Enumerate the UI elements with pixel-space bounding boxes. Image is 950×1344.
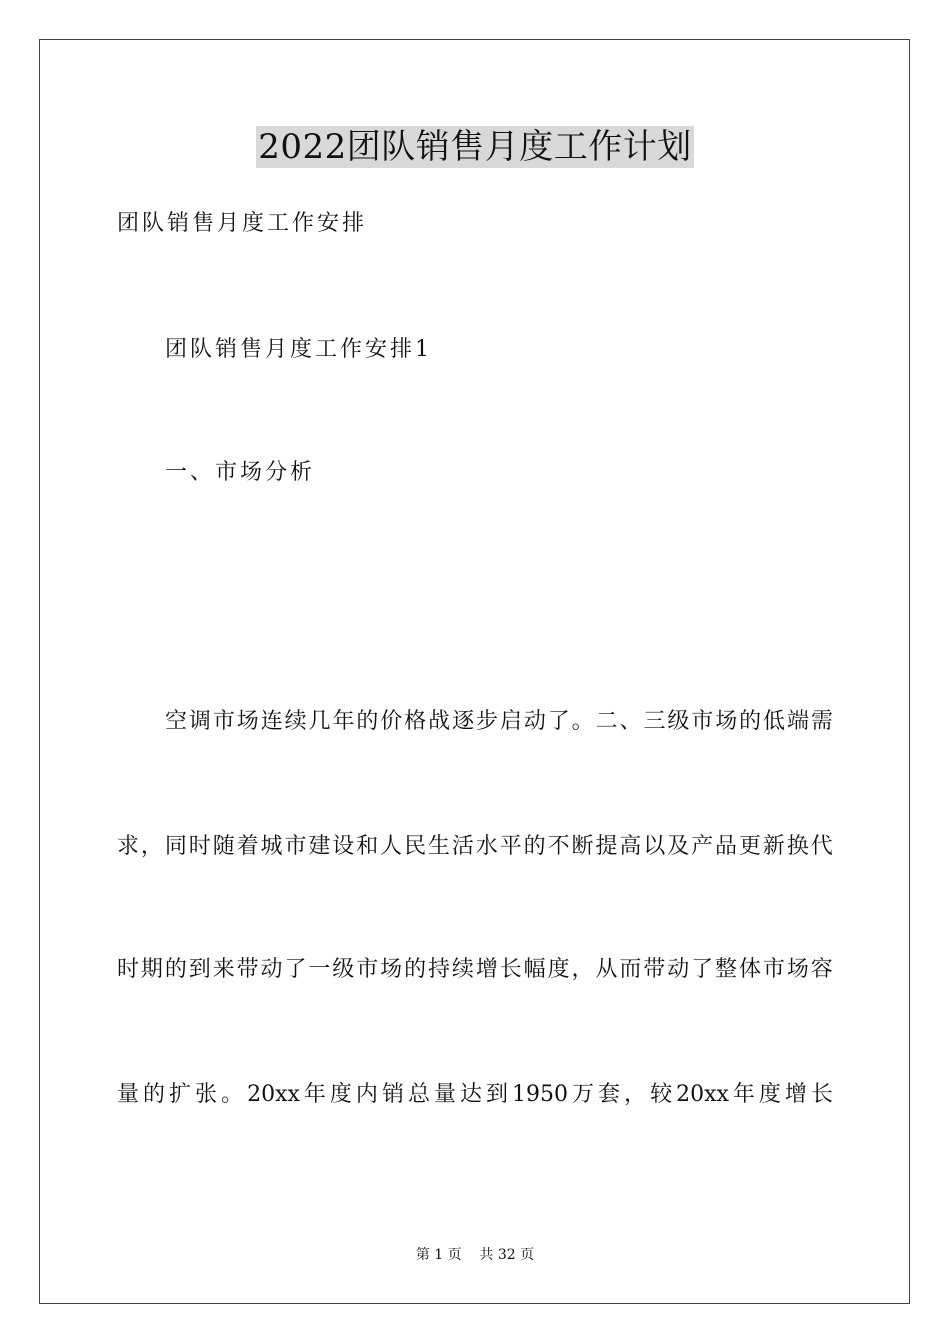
paragraph-glyph: 内: [355, 1082, 378, 1107]
paragraph-glyph: 带: [236, 957, 259, 982]
paragraph-glyph: 了: [691, 957, 714, 982]
paragraph-glyph: 断: [571, 834, 594, 859]
paragraph-glyph: 战: [428, 709, 451, 734]
paragraph-glyph: 换: [786, 834, 809, 859]
paragraph-glyph: 了: [547, 709, 570, 734]
paragraph-glyph: ，: [624, 1082, 647, 1107]
paragraph-glyph: 时: [188, 834, 211, 859]
paragraph-glyph: 量: [433, 1082, 456, 1107]
paragraph-glyph: 启: [499, 709, 522, 734]
paragraph-glyph: 张: [195, 1082, 218, 1107]
paragraph-glyph: 步: [475, 709, 498, 734]
paragraph-line: [117, 955, 833, 985]
paragraph-glyph: 的: [404, 957, 427, 982]
paragraph-glyph: 度: [758, 1082, 781, 1107]
paragraph-glyph: 一: [308, 957, 331, 982]
paragraph-glyph: 同: [164, 834, 187, 859]
paragraph-glyph: 较: [650, 1082, 673, 1107]
paragraph-glyph: 达: [459, 1082, 482, 1107]
paragraph-glyph: 连: [260, 709, 283, 734]
document-subtitle: 团队销售月度工作安排: [117, 211, 368, 236]
paragraph-glyph: 人: [380, 834, 403, 859]
paragraph-glyph: 了: [284, 957, 307, 982]
paragraph-glyph: ，: [571, 957, 594, 982]
paragraph-glyph: 度: [547, 957, 570, 982]
paragraph-glyph: 新: [762, 834, 785, 859]
paragraph-glyph: 的: [356, 709, 379, 734]
paragraph-line: [117, 832, 833, 862]
paragraph-glyph: 套: [598, 1082, 621, 1107]
paragraph-glyph: 带: [643, 957, 666, 982]
paragraph-glyph: 总: [407, 1082, 430, 1107]
paragraph-glyph: 场: [786, 957, 809, 982]
paragraph-glyph: 20xx: [247, 1082, 300, 1107]
paragraph-glyph: 场: [715, 709, 738, 734]
paragraph-glyph: 持: [427, 957, 450, 982]
paragraph-glyph: 量: [117, 1082, 140, 1107]
paragraph-glyph: 和: [356, 834, 379, 859]
page-footer: 第 1 页 共 32 页: [415, 1247, 535, 1263]
paragraph-glyph: 度: [329, 1082, 352, 1107]
paragraph-glyph: 时: [117, 957, 140, 982]
paragraph-glyph: 品: [715, 834, 738, 859]
title-container: [0, 126, 950, 168]
paragraph-glyph: 调: [188, 709, 211, 734]
paragraph-glyph: 生: [427, 834, 450, 859]
paragraph-glyph: 随: [212, 834, 235, 859]
paragraph-glyph: 低: [763, 709, 786, 734]
paragraph-glyph: 二: [595, 709, 618, 734]
paragraph-glyph: 动: [523, 709, 546, 734]
subsection-heading: 一、市场分析: [165, 460, 316, 485]
paragraph-glyph: 平: [499, 834, 522, 859]
paragraph-glyph: 三: [643, 709, 666, 734]
paragraph-glyph: 以: [643, 834, 666, 859]
paragraph-glyph: 不: [547, 834, 570, 859]
paragraph-glyph: 更: [738, 834, 761, 859]
paragraph-glyph: 空: [165, 709, 188, 734]
paragraph-glyph: 逐: [452, 709, 475, 734]
paragraph-glyph: 及: [667, 834, 690, 859]
paragraph-glyph: 增: [784, 1082, 807, 1107]
paragraph-glyph: 需: [810, 709, 833, 734]
paragraph-glyph: 动: [667, 957, 690, 982]
paragraph-glyph: 城: [260, 834, 283, 859]
paragraph-glyph: 活: [451, 834, 474, 859]
paragraph-glyph: 容: [810, 957, 833, 982]
paragraph-glyph: 万: [572, 1082, 595, 1107]
paragraph-glyph: 续: [284, 709, 307, 734]
paragraph-glyph: 期: [140, 957, 163, 982]
paragraph-glyph: 续: [451, 957, 474, 982]
paragraph-glyph: 场: [236, 709, 259, 734]
paragraph-glyph: 来: [212, 957, 235, 982]
section-heading: 团队销售月度工作安排1: [165, 337, 432, 362]
paragraph-glyph: 格: [404, 709, 427, 734]
paragraph-glyph: 动: [260, 957, 283, 982]
paragraph-glyph: 扩: [169, 1082, 192, 1107]
paragraph-glyph: 场: [380, 957, 403, 982]
paragraph-glyph: 的: [164, 957, 187, 982]
paragraph-glyph: 整: [715, 957, 738, 982]
document-title: 2022团队销售月度工作计划: [258, 127, 692, 167]
paragraph-glyph: 的: [143, 1082, 166, 1107]
paragraph-glyph: 市: [284, 834, 307, 859]
paragraph-glyph: 着: [236, 834, 259, 859]
paragraph-glyph: 。: [221, 1082, 244, 1107]
paragraph-glyph: 市: [762, 957, 785, 982]
paragraph-glyph: 长: [810, 1082, 833, 1107]
paragraph-glyph: 价: [380, 709, 403, 734]
paragraph-glyph: 端: [786, 709, 809, 734]
paragraph-glyph: 幅: [523, 957, 546, 982]
paragraph-glyph: 增: [475, 957, 498, 982]
paragraph-glyph: 而: [619, 957, 642, 982]
paragraph-line: [165, 707, 833, 737]
paragraph-glyph: 民: [404, 834, 427, 859]
paragraph-glyph: 市: [691, 709, 714, 734]
paragraph-glyph: 长: [499, 957, 522, 982]
paragraph-glyph: 市: [212, 709, 235, 734]
paragraph-glyph: 年: [332, 709, 355, 734]
paragraph-glyph: 产: [691, 834, 714, 859]
paragraph-glyph: 建: [308, 834, 331, 859]
paragraph-glyph: 提: [595, 834, 618, 859]
paragraph-glyph: 级: [667, 709, 690, 734]
paragraph-glyph: 到: [188, 957, 211, 982]
paragraph-glyph: 到: [486, 1082, 509, 1107]
paragraph-glyph: 销: [381, 1082, 404, 1107]
paragraph-glyph: 水: [475, 834, 498, 859]
paragraph-glyph: 20xx: [676, 1082, 729, 1107]
paragraph-glyph: 代: [810, 834, 833, 859]
paragraph-glyph: 设: [332, 834, 355, 859]
paragraph-line: [117, 1080, 833, 1110]
paragraph-glyph: 高: [619, 834, 642, 859]
paragraph-glyph: ，: [140, 834, 163, 859]
paragraph-glyph: 、: [619, 709, 642, 734]
paragraph-glyph: 从: [595, 957, 618, 982]
paragraph-glyph: 几: [308, 709, 331, 734]
paragraph-glyph: 年: [732, 1082, 755, 1107]
paragraph-glyph: 的: [739, 709, 762, 734]
paragraph-glyph: 。: [571, 709, 594, 734]
paragraph-glyph: 的: [523, 834, 546, 859]
paragraph-glyph: 体: [738, 957, 761, 982]
paragraph-glyph: 级: [332, 957, 355, 982]
paragraph-glyph: 求: [117, 834, 140, 859]
paragraph-glyph: 1950: [512, 1082, 569, 1107]
paragraph-glyph: 市: [356, 957, 379, 982]
paragraph-glyph: 年: [303, 1082, 326, 1107]
